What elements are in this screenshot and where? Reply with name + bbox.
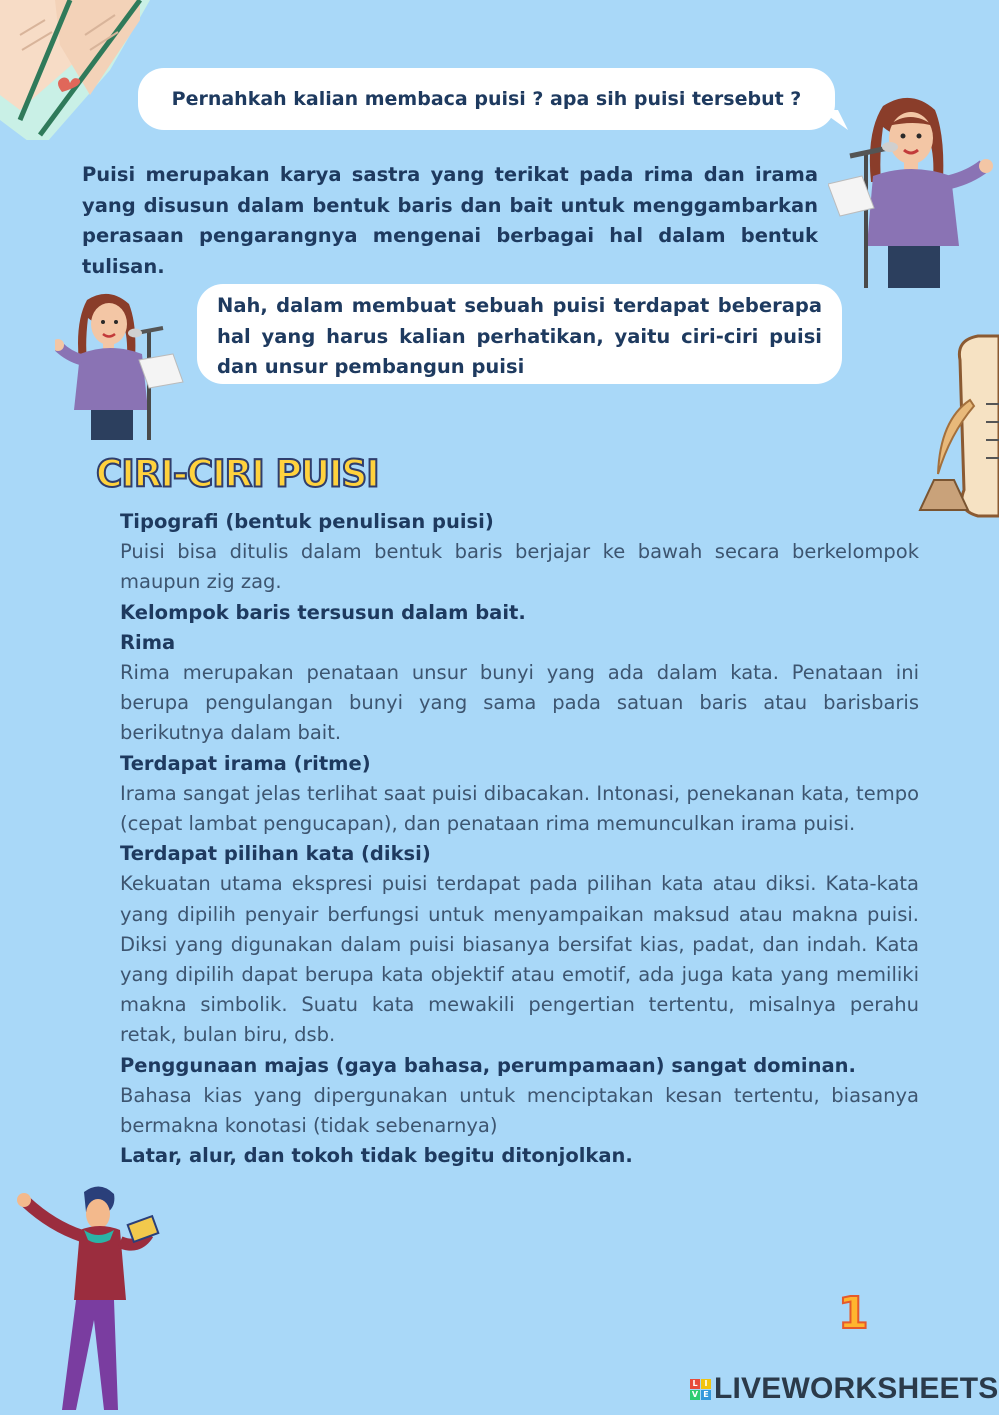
man-reading-illustration xyxy=(12,1184,172,1415)
item-description: Puisi bisa ditulis dalam bentuk baris berjajar ke bawah secara berkelompok maupun zig zag. xyxy=(120,540,919,594)
item-title: Latar, alur, dan tokoh tidak begitu ditonjolkan. xyxy=(120,1144,633,1168)
woman-speaker-illustration xyxy=(828,96,998,288)
characteristics-list xyxy=(120,507,919,1171)
question-text: Pernahkah kalian membaca puisi ? apa sih puisi tersebut ? xyxy=(171,88,802,110)
explanation-text: Nah, dalam membuat sebuah puisi terdapat beberapa hal yang harus kalian perhatikan, yaitu ciri-ciri puisi dan unsur pembangun puisi xyxy=(217,294,822,378)
item-title: Penggunaan majas (gaya bahasa, perumpamaan) sangat dominan. xyxy=(120,1053,856,1077)
speech-bubble-explanation xyxy=(197,284,842,384)
intro-paragraph: Puisi merupakan karya sastra yang terikat pada rima dan irama yang disusun dalam bentuk baris dan bait untuk menggambarkan perasaan pengarangnya mengenai berbagai hal dalam bentuk tulisan. xyxy=(82,163,818,278)
liveworksheets-logo xyxy=(690,1372,999,1406)
item-description: Bahasa kias yang dipergunakan untuk menciptakan kesan tertentu, biasanya bermakna konotasi (tidak sebenarnya) xyxy=(120,1083,919,1138)
book-illustration xyxy=(0,0,160,140)
item-title: Tipografi (bentuk penulisan puisi) xyxy=(120,510,494,533)
item-title: Terdapat irama (ritme) xyxy=(120,751,371,775)
logo-icon: L I V E xyxy=(690,1379,711,1400)
logo-text: LIVEWORKSHEETS xyxy=(714,1372,999,1405)
speech-bubble-question xyxy=(138,68,835,130)
item-title: Rima xyxy=(120,630,176,654)
section-heading: CIRI-CIRI PUISI xyxy=(96,452,379,497)
page-number: 1 xyxy=(838,1288,869,1339)
scroll-quill-illustration xyxy=(918,334,999,520)
item-description: Irama sangat jelas terlihat saat puisi dibacakan. Intonasi, penekanan kata, tempo (cepat lambat pengucapan), dan penataan rima memunculkan irama puisi. xyxy=(120,781,919,836)
woman-speaker-illustration-left xyxy=(55,290,190,440)
item-description: Kekuatan utama ekspresi puisi terdapat pada pilihan kata atau diksi. Kata-kata yang dipilih penyair berfungsi untuk menyampaikan maksud atau makna puisi. Diksi yang digunakan dalam puisi biasanya bersifat kias, padat, dan indah. Kata yang dipilih dapat berupa kata objektif atau emotif, ada juga kata yang memiliki makna simbolik. Suatu kata mewakili pengertian tertentu, misalnya perahu retak, bulan biru, dsb. xyxy=(120,872,919,1047)
item-title: Terdapat pilihan kata (diksi) xyxy=(120,842,431,866)
item-title: Kelompok baris tersusun dalam bait. xyxy=(120,600,526,624)
item-description: Rima merupakan penataan unsur bunyi yang ada dalam kata. Penataan ini berupa pengulangan bunyi yang sama pada satuan baris atau barisbaris berikutnya dalam bait. xyxy=(120,661,919,745)
